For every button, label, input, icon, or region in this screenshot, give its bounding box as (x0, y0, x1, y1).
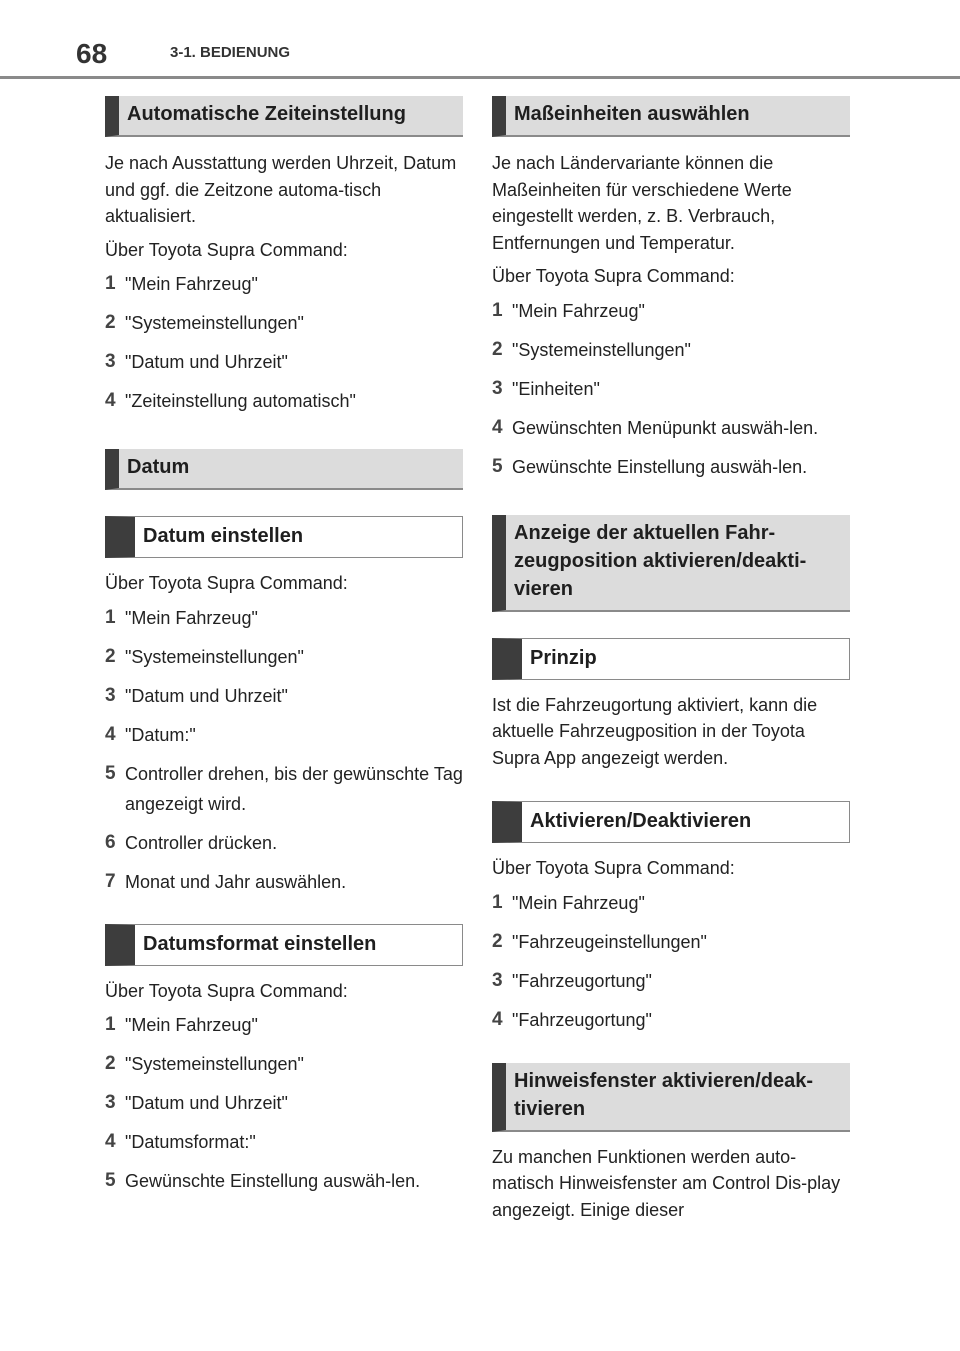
step-text: "Systemeinstellungen" (512, 339, 691, 360)
step-text: "Mein Fahrzeug" (125, 607, 258, 628)
step-number: 4 (105, 723, 116, 745)
section-heading: Maßeinheiten auswählen (492, 96, 850, 137)
step-text: "Fahrzeugortung" (512, 970, 652, 991)
step-text: Controller drehen, bis der gewünschte Tag angezeigt wird. (125, 763, 463, 814)
step-text: "Systemeinstellungen" (125, 1054, 304, 1074)
list-item (105, 828, 463, 858)
step-text: "Mein Fahrzeug" (125, 274, 258, 294)
chapter-title: 3-1. BEDIENUNG (170, 44, 291, 61)
step-text: "Datum und Uhrzeit" (125, 1093, 288, 1113)
subsection-heading: Aktivieren/Deaktivieren (492, 801, 850, 843)
step-list (105, 269, 463, 416)
list-item (492, 374, 850, 404)
step-text: Gewünschte Einstellung auswäh-len. (512, 456, 808, 477)
command-intro: Über Toyota Supra Command: (105, 573, 348, 593)
step-number: 6 (105, 831, 116, 853)
step-text: "Datumsformat:" (125, 1132, 256, 1152)
list-item (105, 308, 463, 338)
list-item (492, 888, 850, 918)
list-item (492, 927, 850, 957)
step-number: 5 (105, 762, 116, 784)
step-text: "Datum und Uhrzeit" (125, 352, 288, 372)
step-number: 3 (492, 377, 503, 399)
step-text: Gewünschten Menüpunkt auswäh-len. (512, 417, 819, 438)
step-text: "Mein Fahrzeug" (512, 300, 645, 321)
step-number: 1 (105, 1014, 116, 1035)
step-number: 1 (492, 891, 503, 913)
step-list (105, 603, 463, 897)
step-number: 5 (492, 455, 503, 477)
section-heading: Hinweisfenster aktivieren/deak-tivieren (492, 1063, 850, 1132)
right-column (492, 96, 850, 1223)
list-item (492, 413, 850, 443)
list-item (105, 386, 463, 416)
step-number: 4 (492, 1008, 503, 1030)
list-item (492, 335, 850, 365)
list-item (492, 296, 850, 326)
list-item (105, 759, 463, 819)
list-item (105, 867, 463, 897)
subsection-heading: Datumsformat einstellen (105, 924, 463, 966)
left-column (105, 96, 463, 1205)
step-text: "Zeiteinstellung automatisch" (125, 391, 356, 411)
list-item (105, 1088, 463, 1118)
paragraph: Zu manchen Funktionen werden auto-matisch Hinweisfenster am Control Dis-play angezeigt. Einige dieser (492, 1146, 841, 1220)
step-text: "Fahrzeugortung" (512, 1009, 652, 1030)
command-intro: Über Toyota Supra Command: (105, 980, 348, 1001)
step-number: 3 (105, 1092, 116, 1113)
list-item (492, 966, 850, 996)
step-number: 2 (105, 312, 116, 333)
step-number: 2 (105, 1053, 116, 1074)
list-item (105, 720, 463, 750)
step-number: 3 (492, 969, 503, 991)
list-item (105, 603, 463, 633)
step-number: 7 (105, 870, 116, 892)
step-number: 4 (105, 1131, 116, 1152)
subsection-heading: Prinzip (492, 638, 850, 680)
command-intro: Über Toyota Supra Command: (492, 266, 735, 286)
step-number: 4 (105, 390, 116, 411)
step-number: 2 (492, 930, 503, 952)
section-heading: Datum (105, 449, 463, 490)
step-number: 1 (105, 606, 116, 628)
list-item (105, 347, 463, 377)
list-item (105, 1127, 463, 1157)
list-item (105, 681, 463, 711)
list-item (492, 452, 850, 482)
list-item (105, 642, 463, 672)
step-number: 2 (105, 645, 116, 667)
step-number: 3 (105, 684, 116, 706)
step-number: 5 (105, 1170, 116, 1191)
step-number: 4 (492, 416, 503, 438)
step-list (492, 296, 850, 482)
list-item (105, 1010, 463, 1040)
header-divider (0, 76, 960, 79)
paragraph: Je nach Ausstattung werden Uhrzeit, Datum und ggf. die Zeitzone automa-tisch aktualisiert. (105, 153, 457, 226)
step-number: 1 (105, 273, 116, 294)
step-text: "Datum:" (125, 724, 196, 745)
list-item (105, 1166, 463, 1196)
step-text: "Systemeinstellungen" (125, 313, 304, 333)
step-text: Monat und Jahr auswählen. (125, 871, 347, 892)
step-text: "Systemeinstellungen" (125, 646, 304, 667)
subsection-heading: Datum einstellen (105, 516, 463, 558)
step-text: "Mein Fahrzeug" (512, 892, 645, 913)
command-intro: Über Toyota Supra Command: (492, 858, 735, 878)
list-item (492, 1005, 850, 1035)
step-text: "Einheiten" (512, 378, 600, 399)
list-item (105, 1049, 463, 1079)
step-text: "Mein Fahrzeug" (125, 1015, 258, 1035)
section-heading: Anzeige der aktuellen Fahr-zeugposition aktivieren/deakti-vieren (492, 515, 850, 612)
page-number: 68 (76, 38, 108, 69)
paragraph: Je nach Ländervariante können die Maßeinheiten für verschiedene Werte eingestellt werden, z. B. Verbrauch, Entfernungen und Temperatur. (492, 153, 792, 253)
step-list (105, 1010, 463, 1196)
step-number: 3 (105, 351, 116, 372)
step-text: Gewünschte Einstellung auswäh-len. (125, 1171, 421, 1191)
step-text: Controller drücken. (125, 832, 278, 853)
section-heading: Automatische Zeiteinstellung (105, 96, 463, 137)
list-item (105, 269, 463, 299)
command-intro: Über Toyota Supra Command: (105, 239, 348, 260)
paragraph: Ist die Fahrzeugortung aktiviert, kann die aktuelle Fahrzeugposition in der Toyota Supra App angezeigt werden. (492, 694, 818, 768)
step-number: 1 (492, 299, 503, 321)
step-text: "Datum und Uhrzeit" (125, 685, 288, 706)
step-number: 2 (492, 338, 503, 360)
step-text: "Fahrzeugeinstellungen" (512, 931, 707, 952)
step-list (492, 888, 850, 1035)
